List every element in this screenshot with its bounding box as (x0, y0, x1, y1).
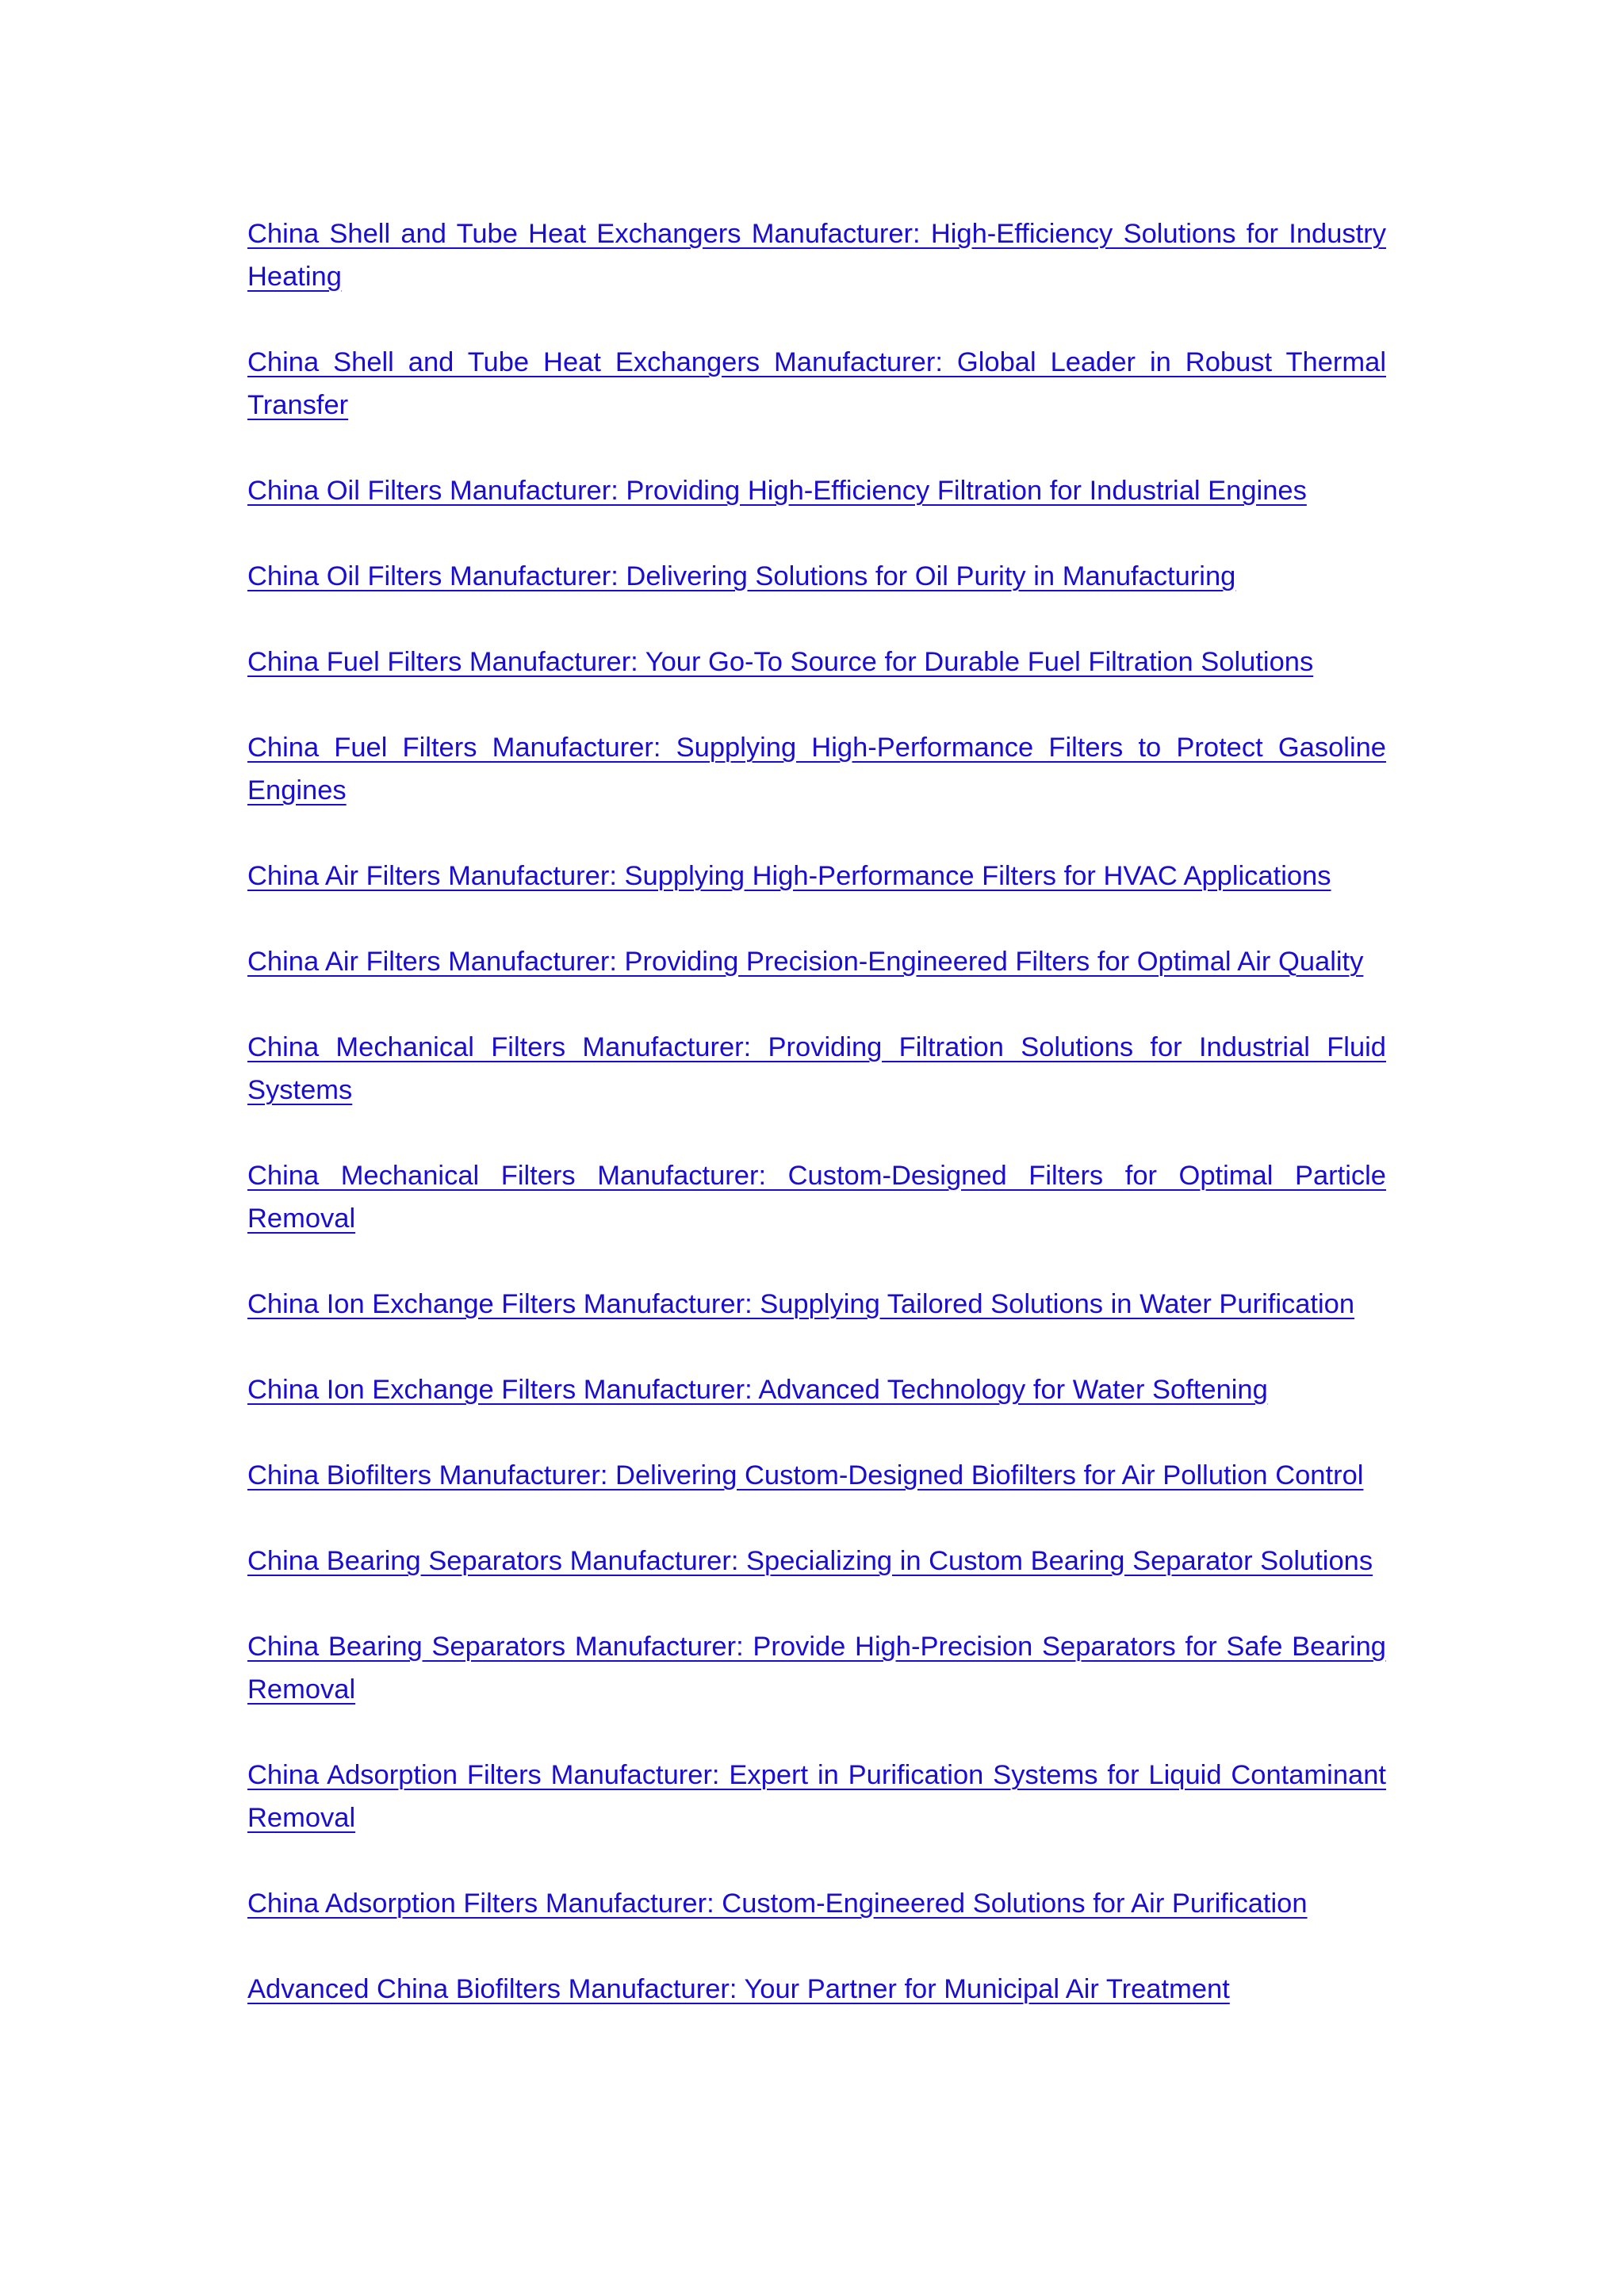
article-link[interactable]: China Bearing Separators Manufacturer: Provide High-Precision Separators for Safe Bearing Removal (247, 1632, 1386, 1705)
article-link[interactable]: China Shell and Tube Heat Exchangers Manufacturer: High-Efficiency Solutions for Industry Heating (247, 219, 1386, 292)
list-item (247, 1882, 1386, 1925)
article-link[interactable]: China Biofilters Manufacturer: Delivering Custom-Designed Biofilters for Air Pollution Control (247, 1460, 1364, 1490)
article-link[interactable]: Advanced China Biofilters Manufacturer: Your Partner for Municipal Air Treatment (247, 1974, 1230, 2004)
article-link[interactable]: China Ion Exchange Filters Manufacturer: Advanced Technology for Water Softening (247, 1375, 1268, 1405)
article-link[interactable]: China Fuel Filters Manufacturer: Your Go-To Source for Durable Fuel Filtration Solutions (247, 647, 1314, 677)
list-item (247, 555, 1386, 598)
list-item (247, 641, 1386, 683)
article-link[interactable]: China Fuel Filters Manufacturer: Supplying High-Performance Filters to Protect Gasoline Engines (247, 733, 1386, 806)
list-item (247, 1283, 1386, 1326)
list-item (247, 1754, 1386, 1839)
article-link[interactable]: China Adsorption Filters Manufacturer: Custom-Engineered Solutions for Air Purification (247, 1888, 1308, 1919)
article-link[interactable]: China Oil Filters Manufacturer: Providing High-Efficiency Filtration for Industrial Engines (247, 476, 1307, 506)
list-item (247, 212, 1386, 298)
list-item (247, 726, 1386, 812)
article-link[interactable]: China Air Filters Manufacturer: Providing Precision-Engineered Filters for Optimal Air Quality (247, 947, 1364, 977)
article-link[interactable]: China Oil Filters Manufacturer: Delivering Solutions for Oil Purity in Manufacturing (247, 561, 1236, 591)
article-link[interactable]: China Mechanical Filters Manufacturer: Custom-Designed Filters for Optimal Particle Removal (247, 1161, 1386, 1234)
list-item (247, 1368, 1386, 1411)
list-item (247, 469, 1386, 512)
article-link[interactable]: China Shell and Tube Heat Exchangers Manufacturer: Global Leader in Robust Thermal Transfer (247, 347, 1386, 420)
list-item (247, 1026, 1386, 1112)
article-link[interactable]: China Ion Exchange Filters Manufacturer: Supplying Tailored Solutions in Water Purification (247, 1289, 1355, 1319)
list-item (247, 940, 1386, 983)
article-link[interactable]: China Mechanical Filters Manufacturer: Providing Filtration Solutions for Industrial Fluid Systems (247, 1032, 1386, 1105)
list-item (247, 1625, 1386, 1711)
article-link[interactable]: China Bearing Separators Manufacturer: Specializing in Custom Bearing Separator Solutions (247, 1546, 1373, 1576)
list-item (247, 341, 1386, 427)
article-link-list (247, 212, 1386, 2053)
article-link[interactable]: China Adsorption Filters Manufacturer: Expert in Purification Systems for Liquid Contaminant Removal (247, 1760, 1386, 1833)
list-item (247, 1454, 1386, 1497)
list-item (247, 1154, 1386, 1240)
article-link[interactable]: China Air Filters Manufacturer: Supplying High-Performance Filters for HVAC Applications (247, 861, 1331, 891)
list-item (247, 855, 1386, 897)
list-item (247, 1968, 1386, 2011)
list-item (247, 1540, 1386, 1582)
